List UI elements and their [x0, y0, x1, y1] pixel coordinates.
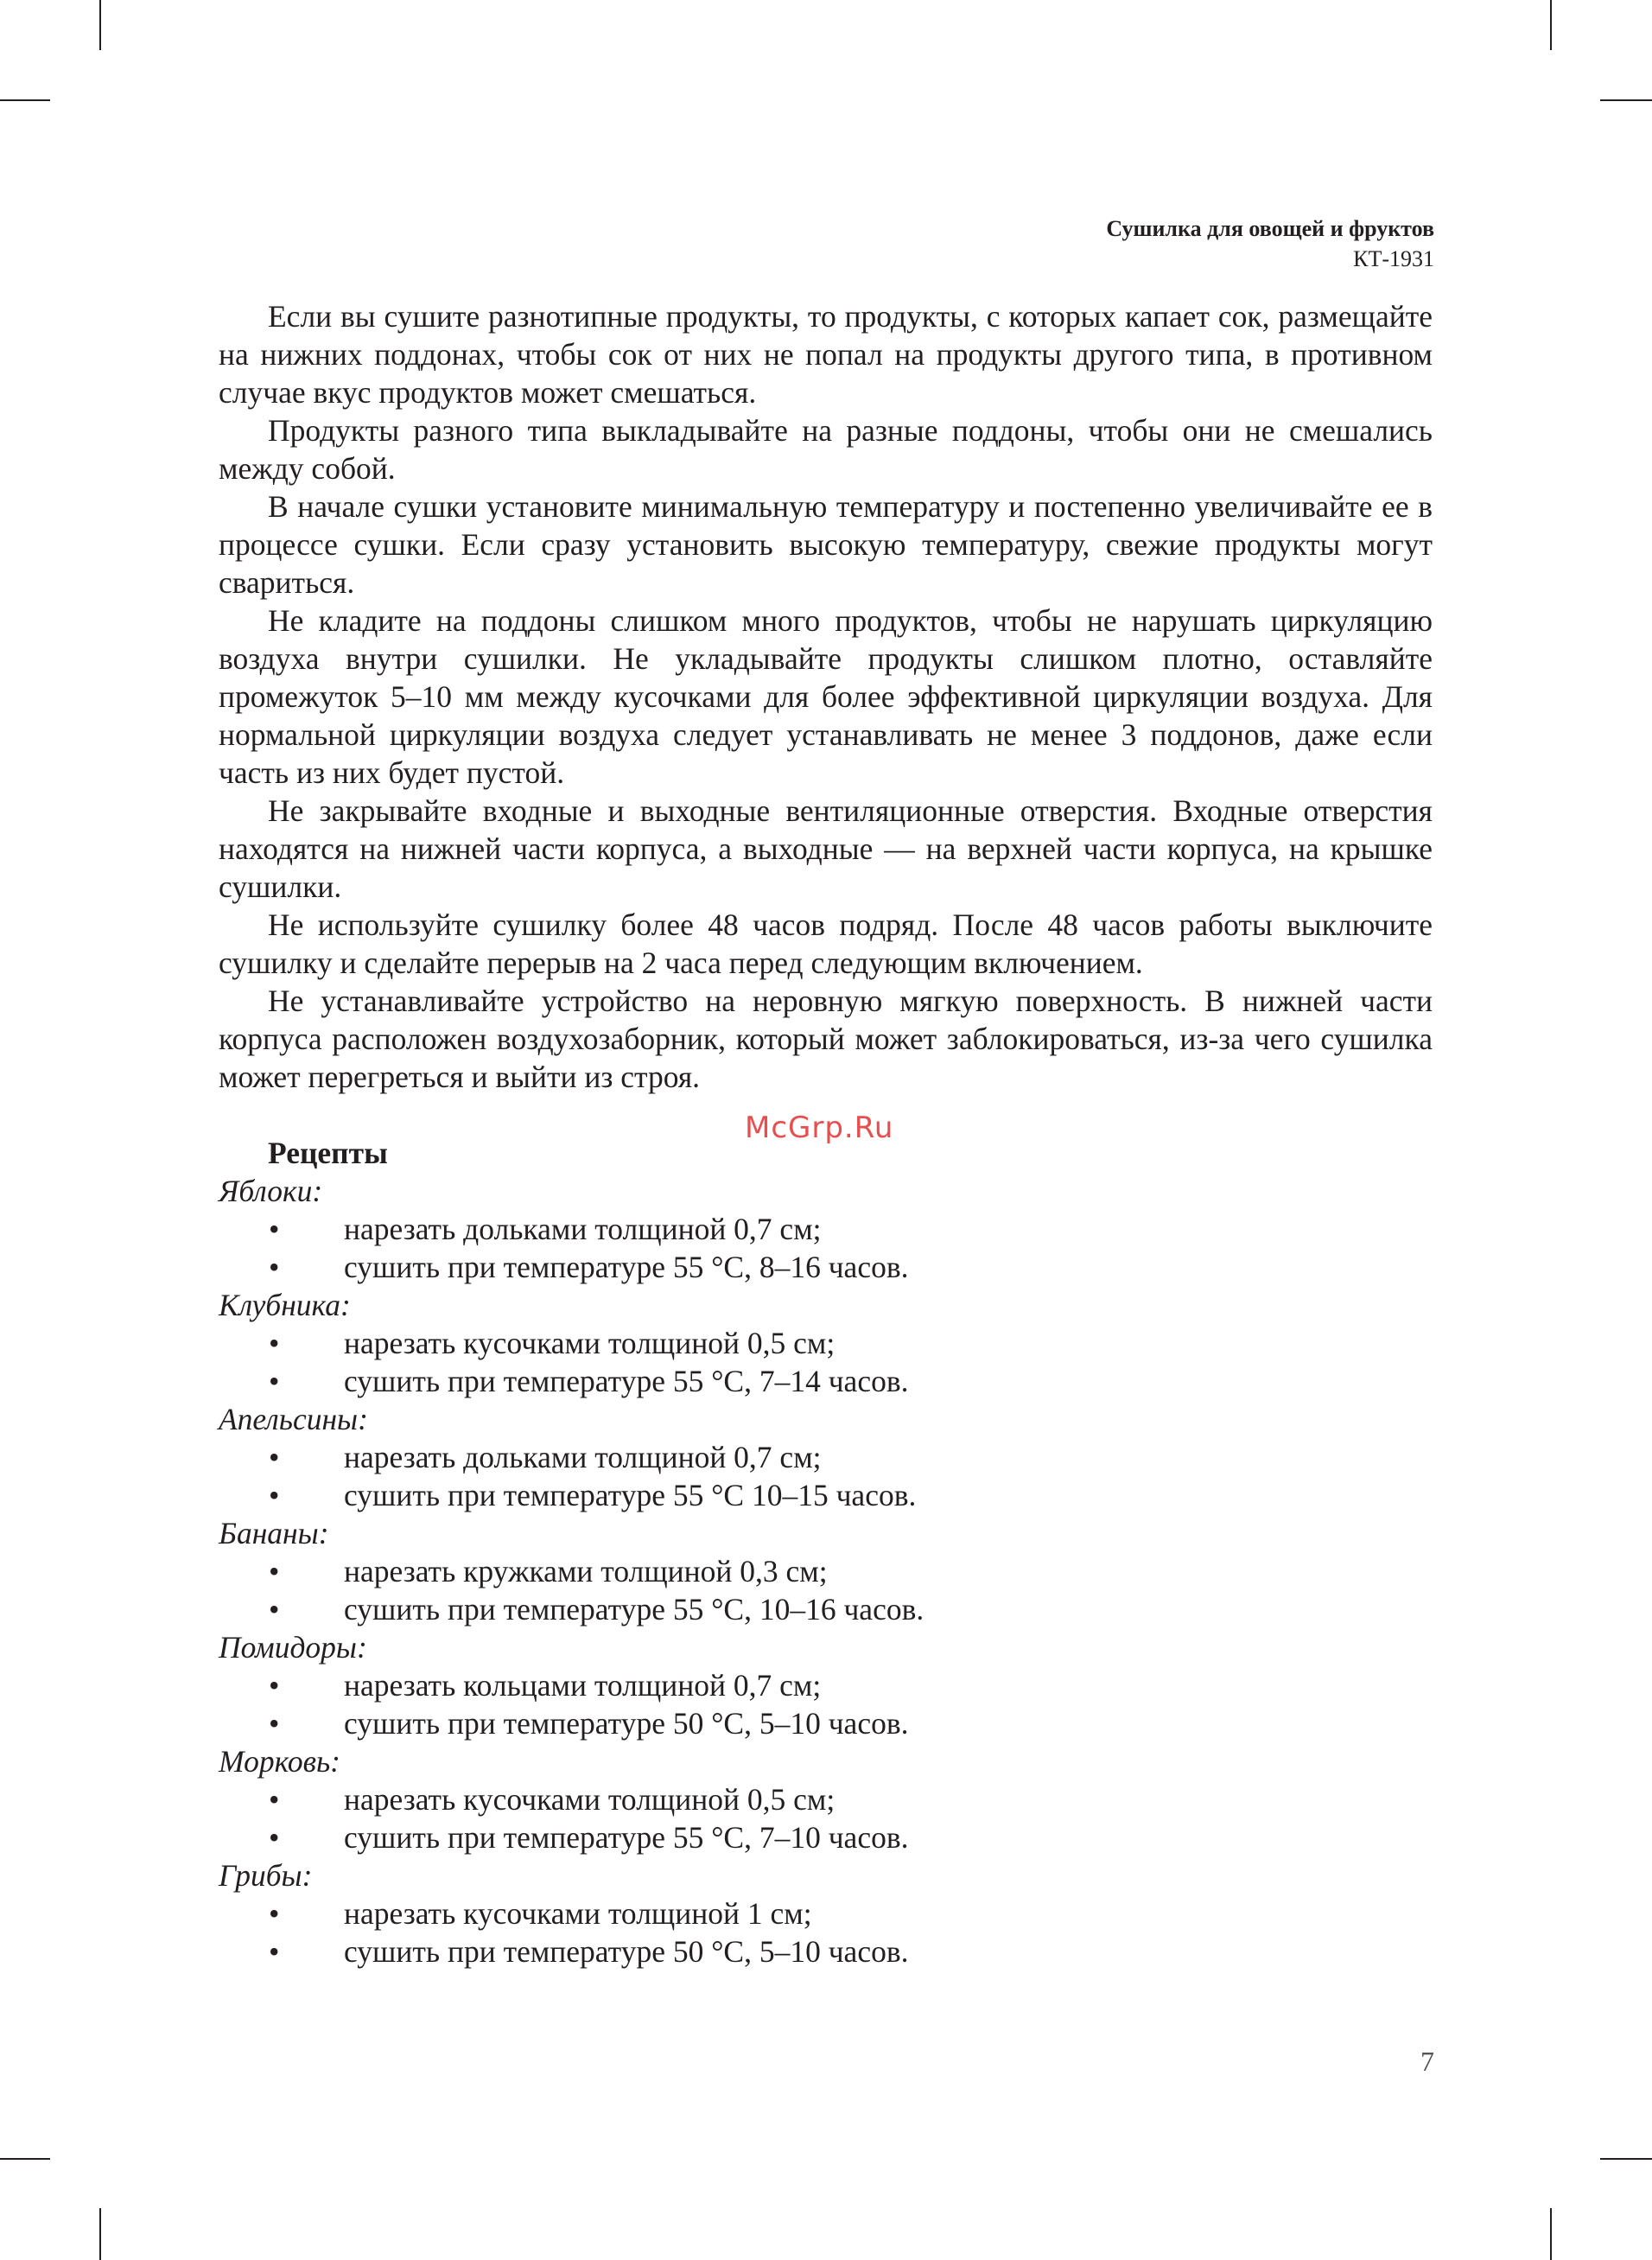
header-title: Сушилка для овощей и фруктов	[1106, 216, 1434, 241]
bullet-icon: •	[269, 1592, 280, 1627]
bullet-icon: •	[269, 1478, 280, 1512]
recipe-step-text: сушить при температуре 55 °С, 10–16 часов.	[344, 1592, 924, 1627]
recipe-step-text: нарезать кусочками толщиной 1 см;	[344, 1896, 812, 1931]
recipe-step	[219, 1932, 1433, 1970]
recipe-step-text: нарезать кружками толщиной 0,3 см;	[344, 1554, 828, 1588]
header-model: КТ-1931	[1353, 246, 1434, 271]
crop-mark-right-top	[1600, 99, 1652, 101]
bullet-icon: •	[269, 1554, 280, 1588]
recipe-step-text: нарезать кусочками толщиной 0,5 см;	[344, 1326, 836, 1360]
recipe-step	[219, 1324, 1433, 1362]
recipe-name: Клубника:	[219, 1288, 351, 1322]
recipe-step	[219, 1476, 1433, 1514]
bullet-icon: •	[269, 1250, 280, 1284]
recipe-step	[219, 1704, 1433, 1742]
paragraph: Не используйте сушилку более 48 часов подряд. После 48 часов работы выключите сушилку и сделайте перерыв на 2 часа перед следующим включением.	[219, 907, 1433, 980]
crop-mark-bottom-right	[1550, 2208, 1552, 2260]
paragraph: Не закрывайте входные и выходные вентиляционные отверстия. Входные отверстия находятся на нижней части корпуса, а выходные — на верхней части корпуса, на крышке сушилки.	[219, 793, 1433, 904]
recipe-step	[219, 1818, 1433, 1856]
recipe-step	[219, 1590, 1433, 1628]
paragraph: Не кладите на поддоны слишком много продуктов, чтобы не нарушать циркуляцию воздуха внутри сушилки. Не укладывайте продукты слишком плотно, оставляйте промежуток 5–10 мм между кусочками для более эффективной циркуляции воздуха. Для нормальной циркуляции воздуха следует устанавливать не менее 3 поддонов, даже если часть из них будет пустой.	[219, 603, 1433, 790]
recipe-step-text: нарезать дольками толщиной 0,7 см;	[344, 1212, 822, 1246]
recipe-name: Яблоки:	[219, 1174, 323, 1208]
recipe-step	[219, 1894, 1433, 1932]
paragraph: Продукты разного типа выкладывайте на разные поддоны, чтобы они не смешались между собой.	[219, 413, 1433, 486]
crop-mark-bottom-left	[99, 2208, 101, 2260]
bullet-icon: •	[269, 1896, 280, 1931]
recipe-step	[219, 1362, 1433, 1400]
recipe-step	[219, 1210, 1433, 1248]
bullet-icon: •	[269, 1668, 280, 1703]
recipe-name: Апельсины:	[219, 1402, 368, 1436]
recipe-step-text: нарезать дольками толщиной 0,7 см;	[344, 1440, 822, 1474]
bullet-icon: •	[269, 1782, 280, 1817]
recipe-step-text: сушить при температуре 55 °С, 7–10 часов.	[344, 1820, 909, 1855]
recipe-step	[219, 1780, 1433, 1818]
recipes-section	[219, 1134, 1433, 1970]
crop-mark-right-bottom	[1600, 2158, 1652, 2160]
crop-mark-left-top	[0, 99, 50, 101]
paragraph: Не устанавливайте устройство на неровную мягкую поверхность. В нижней части корпуса расположен воздухозаборник, который может заблокироваться, из-за чего сушилка может перегреться и выйти из строя.	[219, 984, 1433, 1094]
recipe-name: Грибы:	[219, 1858, 313, 1893]
recipe-step-text: сушить при температуре 55 °С 10–15 часов.	[344, 1478, 917, 1512]
recipe-step-text: сушить при температуре 55 °С, 8–16 часов.	[344, 1250, 909, 1284]
recipe-step	[219, 1666, 1433, 1704]
recipe-step-text: сушить при температуре 50 °С, 5–10 часов.	[344, 1934, 909, 1969]
crop-mark-left-bottom	[0, 2158, 50, 2160]
bullet-icon: •	[269, 1820, 280, 1855]
watermark-link[interactable]: McGrp.Ru	[745, 1111, 894, 1145]
recipe-step-text: нарезать кусочками толщиной 0,5 см;	[344, 1782, 836, 1817]
crop-mark-top-right	[1550, 0, 1552, 50]
recipe-name: Бананы:	[219, 1516, 329, 1550]
bullet-icon: •	[269, 1212, 280, 1246]
bullet-icon: •	[269, 1364, 280, 1398]
bullet-icon: •	[269, 1326, 280, 1360]
bullet-icon: •	[269, 1934, 280, 1969]
recipe-step	[219, 1552, 1433, 1590]
crop-mark-top-left	[99, 0, 101, 50]
page-number: 7	[1420, 2046, 1434, 2077]
recipe-step-text: нарезать кольцами толщиной 0,7 см;	[344, 1668, 822, 1703]
paragraph: В начале сушки установите минимальную температуру и постепенно увеличивайте ее в процессе сушки. Если сразу установить высокую температуру, свежие продукты могут свариться.	[219, 489, 1433, 600]
recipe-step-text: сушить при температуре 50 °С, 5–10 часов.	[344, 1706, 909, 1741]
recipe-name: Помидоры:	[219, 1630, 367, 1665]
paragraph: Если вы сушите разнотипные продукты, то продукты, с которых капает сок, размещайте на нижних поддонах, чтобы сок от них не попал на продукты другого типа, в противном случае вкус продуктов может смешаться.	[219, 299, 1433, 410]
recipe-step	[219, 1438, 1433, 1476]
recipe-step-text: сушить при температуре 55 °С, 7–14 часов.	[344, 1364, 909, 1398]
recipes-title: Рецепты	[268, 1136, 388, 1170]
bullet-icon: •	[269, 1706, 280, 1741]
recipe-step	[219, 1248, 1433, 1286]
running-header	[1106, 213, 1434, 274]
recipe-name: Морковь:	[219, 1744, 340, 1779]
bullet-icon: •	[269, 1440, 280, 1474]
